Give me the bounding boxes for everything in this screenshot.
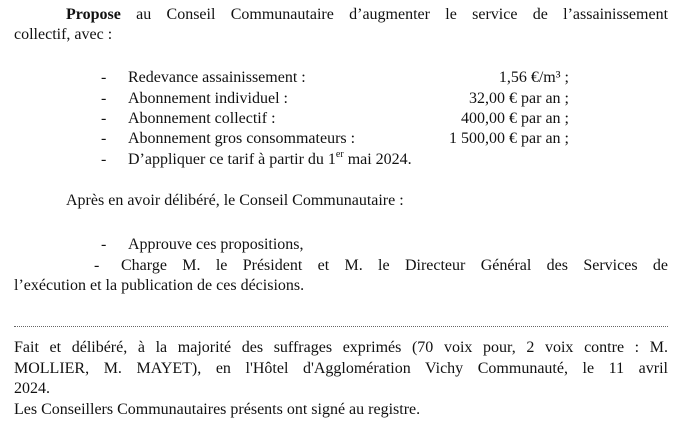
tariff-label: Abonnement collectif : [128,110,276,127]
tariff-label: Abonnement individuel : [128,90,288,107]
tariff-value: 1 500,00 € par an ; [449,130,569,147]
apply-text [128,151,412,169]
footer-line-3: 2024. [14,380,50,397]
tariff-value: 1,56 €/m³ ; [498,69,569,86]
decision-item [0,236,684,256]
tariff-item [0,110,684,130]
decision-charge-line-1: Charge M. le Président et M. le Directeur Général des Services de [121,257,668,274]
intro-line-1-text: au Conseil Communautaire d’augmenter le service de l’assainissement [136,6,669,23]
footer-line-4: Les Conseillers Communautaires présents ont signé au registre. [14,401,421,418]
tariff-label: Abonnement gros consommateurs : [128,130,356,147]
footer-line-2: MOLLIER, M. MAYET), en l'Hôtel d'Agglomération Vichy Communauté, le 11 avril [14,360,668,377]
decision-charge-line-2: l’exécution et la publication de ces décisions. [14,277,305,294]
tariff-label: Redevance assainissement : [128,69,306,86]
intro-bold-word: Propose [66,6,121,23]
tariff-value: 400,00 € par an ; [461,110,569,127]
deliberation-text: Après en avoir délibéré, le Conseil Communautaire : [66,192,404,209]
tariff-item [0,130,684,150]
intro-line-2: collectif, avec : [14,26,113,43]
dotted-separator [14,326,668,327]
tariff-value: 32,00 € par an ; [469,90,569,107]
decision-approve: Approuve ces propositions, [128,236,304,253]
bullet-dash: - [101,90,107,107]
apply-sup: er [335,149,344,160]
bullet-dash: - [101,110,107,127]
tariff-item [0,69,684,89]
bullet-dash: - [101,69,107,86]
bullet-dash: - [94,257,100,274]
tariff-item [0,90,684,110]
footer-line-1: Fait et délibéré, à la majorité des suffrages exprimés (70 voix pour, 2 voix contre : M. [14,339,668,356]
apply-prefix: D’appliquer ce tarif à partir du 1 [128,151,336,168]
bullet-dash: - [101,236,107,253]
bullet-dash: - [101,151,107,168]
apply-suffix: mai 2024. [347,151,412,168]
bullet-dash: - [101,130,107,147]
tariff-apply-item [0,151,684,171]
